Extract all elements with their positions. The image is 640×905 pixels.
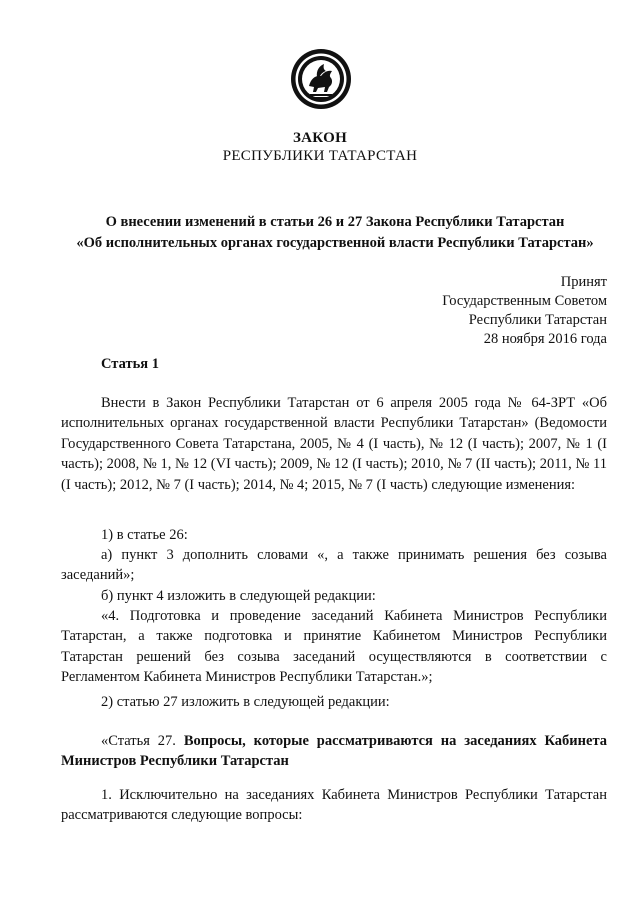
adoption-date: 28 ноября 2016 года bbox=[483, 331, 607, 347]
item-1b: б) пункт 4 изложить в следующей редакции: bbox=[101, 588, 376, 604]
article-27-point-1: 1. Исключительно на заседаниях Кабинета Министров Республики Татарстан рассматриваются следующие вопросы: bbox=[61, 787, 607, 824]
item-1a: а) пункт 3 дополнить словами «, а также принимать решения без созыва заседаний»; bbox=[61, 547, 607, 584]
article-1-intro: Внести в Закон Республики Татарстан от 6 апреля 2005 года № 64-ЗРТ «Об исполнительных органах государственной власти Республики Татарстан» (Ведомости Государственного Совета Татарстана, 2005, № 4 (I часть), № 12 (I часть); 2007, № 1 (I часть); 2008, № 1, № 12 (VI часть); 2009, № 12 (I часть); 2010, № 7 (II часть); 2011, № 11 (I часть); 2012, № 7 (I часть); 2014, № 4; 2015, № 7 (I часть) следующие изменения: bbox=[61, 395, 607, 493]
heading-line-2: «Об исполнительных органах государственной власти Республики Татарстан» bbox=[76, 235, 594, 251]
adoption-block bbox=[442, 273, 607, 349]
article-27-title: Вопросы, которые рассматриваются на заседаниях Кабинета Министров Республики Татарстан bbox=[61, 733, 607, 770]
heading-line-1: О внесении изменений в статьи 26 и 27 Закона Республики Татарстан bbox=[105, 214, 565, 230]
law-title: ЗАКОН bbox=[292, 130, 348, 146]
adoption-line-2: Государственным Советом bbox=[442, 293, 607, 309]
item-1b-text: «4. Подготовка и проведение заседаний Кабинета Министров Республики Татарстан, а также подготовка и принятие Кабинетом Министров Республики Татарстан решений без созыва заседаний осуществляются в соответствии с Регламентом Кабинета Министров Республики Татарстан.»; bbox=[61, 608, 607, 686]
adoption-line-1: Принят bbox=[560, 274, 607, 290]
article-27-heading bbox=[61, 731, 607, 772]
document-heading bbox=[40, 212, 630, 254]
coat-of-arms-icon bbox=[290, 48, 352, 110]
item-2: 2) статью 27 изложить в следующей редакции: bbox=[101, 694, 390, 710]
adoption-line-3: Республики Татарстан bbox=[468, 312, 607, 328]
law-subtitle: РЕСПУБЛИКИ ТАТАРСТАН bbox=[222, 148, 418, 164]
article-27-prefix: «Статья 27. bbox=[101, 733, 176, 749]
article-1-title: Статья 1 bbox=[101, 356, 159, 372]
item-1: 1) в статье 26: bbox=[101, 527, 188, 543]
